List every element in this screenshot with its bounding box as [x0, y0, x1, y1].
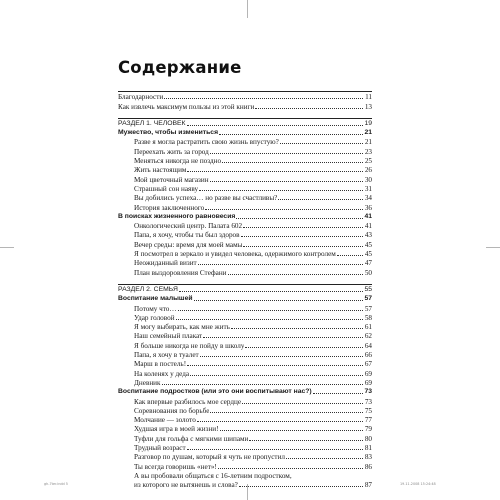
toc-entry-page: 26 — [364, 166, 372, 175]
dot-leader — [210, 181, 363, 182]
toc-entry-page: 73 — [364, 397, 372, 406]
toc-entry-page: 80 — [364, 434, 372, 443]
dot-leader — [187, 171, 363, 172]
toc-entry-page: 57 — [364, 295, 372, 303]
dot-leader — [178, 310, 363, 311]
dot-leader — [164, 98, 363, 99]
toc-entry-title: Благодарности — [118, 93, 164, 102]
toc-entry-title: Худшая игра в моей жизни! — [134, 425, 219, 434]
toc-entry-title: Удар головой — [134, 313, 175, 322]
toc-entry[interactable] — [118, 137, 372, 146]
toc-entry-page: 21 — [364, 138, 372, 147]
dot-leader — [220, 430, 363, 431]
toc-entry-title: История заключенного — [134, 203, 205, 212]
toc-entry-page: 30 — [364, 175, 372, 184]
toc-entry-title: Мой цветочный магазин — [134, 175, 209, 184]
toc-entry-page: 86 — [364, 462, 372, 471]
dot-leader — [313, 393, 363, 394]
toc-entry-title: Вы добились успеха… но разве вы счастливы? — [134, 194, 278, 203]
toc-entry[interactable] — [118, 350, 372, 359]
dot-leader — [222, 162, 363, 163]
toc-entry-page: 67 — [364, 360, 372, 369]
toc-entry-title: Папа, я хочу, чтобы ты был здоров — [134, 231, 240, 240]
toc-entry[interactable] — [118, 340, 372, 349]
toc-entry-page: 79 — [364, 425, 372, 434]
toc-entry-title: Воспитание подростков (или это они воспитывают нас?) — [118, 388, 312, 396]
table-of-contents — [118, 91, 372, 496]
dot-leader — [278, 199, 363, 200]
toc-entry-page: 45 — [364, 250, 372, 259]
toc-entry[interactable] — [118, 202, 372, 211]
toc-entry[interactable] — [118, 184, 372, 193]
toc-entry-title: Вечер среды: время для моей мамы — [134, 240, 243, 249]
toc-entry-title: Онкологический центр. Палата 602 — [134, 222, 243, 231]
toc-entry-title: Трудный возраст — [134, 443, 186, 452]
dot-leader — [242, 403, 363, 404]
dot-leader — [197, 421, 363, 422]
toc-chapter-heading[interactable] — [118, 387, 372, 396]
toc-entry-title: На коленях у деда — [134, 369, 190, 378]
dot-leader — [243, 227, 363, 228]
toc-entry-multiline-second[interactable] — [118, 480, 372, 489]
dot-leader — [203, 337, 363, 338]
toc-entry-page: 43 — [364, 231, 372, 240]
toc-entry-page: 31 — [364, 184, 372, 193]
toc-entry-title: Дневник — [134, 378, 161, 387]
dot-leader — [200, 356, 363, 357]
toc-entry-page: 75 — [364, 406, 372, 415]
toc-entry-title: Ты всегда говоришь «нет»! — [134, 462, 217, 471]
toc-entry-page: 45 — [364, 240, 372, 249]
dot-leader — [255, 108, 363, 109]
toc-entry-page: 21 — [364, 129, 372, 137]
page-title: Содержание — [118, 58, 242, 77]
dot-leader — [162, 384, 363, 385]
toc-entry[interactable] — [118, 396, 372, 405]
dot-leader — [218, 468, 363, 469]
toc-entry-title: Воспитание малышей — [118, 295, 193, 303]
toc-entry-title: Неожиданный визит — [134, 259, 197, 268]
toc-entry[interactable] — [118, 239, 372, 248]
dot-leader — [249, 440, 363, 441]
toc-entry[interactable] — [118, 92, 372, 101]
toc-entry-multiline-first[interactable] — [118, 471, 372, 480]
toc-entry[interactable] — [118, 331, 372, 340]
toc-entry-page: 69 — [364, 369, 372, 378]
toc-entry[interactable] — [118, 156, 372, 165]
toc-entry-title: А вы пробовали общаться с 16-летним подростком, — [134, 471, 292, 480]
toc-entry[interactable] — [118, 267, 372, 276]
dot-leader — [210, 412, 363, 413]
dot-leader — [187, 449, 363, 450]
toc-entry-title: РАЗДЕЛ 1. ЧЕЛОВЕК — [118, 119, 186, 127]
toc-entry-page: 83 — [364, 453, 372, 462]
toc-entry[interactable] — [118, 221, 372, 230]
dot-leader — [231, 328, 363, 329]
dot-leader — [190, 375, 363, 376]
toc-chapter-heading[interactable] — [118, 212, 372, 221]
toc-entry-page: 66 — [364, 351, 372, 360]
print-slug-right: 19.11.2008 15:24:48 — [400, 482, 436, 486]
toc-entry[interactable] — [118, 443, 372, 452]
toc-entry[interactable] — [118, 174, 372, 183]
toc-entry-page: 73 — [364, 388, 372, 396]
toc-entry-page: 34 — [364, 194, 372, 203]
toc-entry-title: Как впервые разбилось мое сердце — [134, 397, 242, 406]
dot-leader — [236, 218, 363, 219]
toc-entry[interactable] — [118, 433, 372, 442]
toc-entry[interactable] — [118, 303, 372, 312]
toc-entry-title: Папа, я хочу в туалет — [134, 351, 199, 360]
toc-entry-page: 64 — [364, 341, 372, 350]
toc-entry-page: 13 — [364, 102, 372, 111]
dot-leader — [239, 486, 363, 487]
toc-entry-title: Разговор по душам, который я чуть не пропустил — [134, 453, 286, 462]
toc-entry-page: 50 — [364, 268, 372, 277]
dot-leader — [194, 300, 363, 301]
dot-leader — [198, 264, 363, 265]
toc-entry-page: 11 — [365, 93, 372, 102]
toc-entry-title: Как извлечь максимум пользы из этой книги — [118, 102, 255, 111]
toc-entry-title: Жить настоящим — [134, 166, 187, 175]
toc-entry-page: 36 — [364, 203, 372, 212]
dot-leader — [228, 274, 363, 275]
toc-entry[interactable] — [118, 165, 372, 174]
toc-entry-title: Потому что… — [134, 304, 177, 313]
toc-entry-page: 61 — [364, 323, 372, 332]
dot-leader — [179, 291, 363, 292]
toc-entry-title: Соревнования по борьбе — [134, 406, 210, 415]
toc-entry-page: 19 — [364, 119, 372, 127]
toc-entry-title: Я посмотрел в зеркало и увидел человека, одержимого контролем — [134, 250, 336, 259]
toc-entry[interactable] — [118, 452, 372, 461]
toc-chapter-heading[interactable] — [118, 294, 372, 303]
crop-mark-top — [247, 0, 248, 18]
toc-group-front — [118, 91, 372, 111]
dot-leader — [337, 255, 363, 256]
dot-leader — [280, 143, 363, 144]
toc-group-section-2 — [118, 284, 372, 490]
toc-entry[interactable] — [118, 146, 372, 155]
toc-entry-page: 47 — [364, 259, 372, 268]
toc-entry-title: Наш семейный плакат — [134, 332, 203, 341]
dot-leader — [245, 347, 363, 348]
toc-entry[interactable] — [118, 368, 372, 377]
toc-entry[interactable] — [118, 313, 372, 322]
toc-entry-title: Переехать жить за город — [134, 147, 209, 156]
dot-leader — [243, 246, 363, 247]
toc-section-heading[interactable] — [118, 119, 372, 128]
toc-entry-title: Меняться никогда не поздно — [134, 157, 222, 166]
toc-entry-page: 58 — [364, 313, 372, 322]
toc-entry[interactable] — [118, 193, 372, 202]
toc-group-section-1 — [118, 118, 372, 277]
toc-entry-page: 81 — [364, 443, 372, 452]
dot-leader — [187, 365, 363, 366]
toc-entry-title: Марш в постель! — [134, 360, 187, 369]
toc-entry-page: 62 — [364, 332, 372, 341]
toc-entry-title: Молчание — золото — [134, 416, 196, 425]
toc-entry-page: 57 — [364, 304, 372, 313]
print-slug-left: gh-7ter.indd 5 — [44, 482, 68, 486]
toc-entry-title: из которого не вытянешь и слова? — [134, 481, 238, 490]
toc-entry-title: Разве я могла растратить свою жизнь впустую? — [134, 138, 279, 147]
crop-mark-right — [486, 247, 500, 248]
dot-leader — [205, 209, 363, 210]
toc-entry-page: 23 — [364, 147, 372, 156]
toc-entry[interactable] — [118, 359, 372, 368]
toc-section-heading[interactable] — [118, 285, 372, 294]
toc-entry-title: Я больше никогда не пойду в школу — [134, 341, 245, 350]
dot-leader — [241, 236, 363, 237]
toc-entry[interactable] — [118, 249, 372, 258]
toc-entry-page: 41 — [364, 212, 372, 220]
toc-entry[interactable] — [118, 461, 372, 470]
dot-leader — [187, 125, 363, 126]
toc-entry[interactable] — [118, 230, 372, 239]
toc-entry-title: Мужество, чтобы измениться — [118, 129, 219, 137]
dot-leader — [219, 134, 363, 135]
toc-entry-title: Туфли для гольфа с мягкими шипами — [134, 434, 249, 443]
toc-chapter-heading[interactable] — [118, 128, 372, 137]
toc-entry-page: 55 — [364, 285, 372, 293]
toc-entry[interactable] — [118, 424, 372, 433]
toc-entry[interactable] — [118, 378, 372, 387]
dot-leader — [210, 153, 363, 154]
dot-leader — [286, 458, 363, 459]
toc-entry-page: 41 — [364, 222, 372, 231]
toc-entry[interactable] — [118, 101, 372, 110]
toc-entry-page: 87 — [364, 481, 372, 490]
toc-entry[interactable] — [118, 415, 372, 424]
crop-mark-left — [0, 247, 14, 248]
toc-entry-title: Страшный сон наяву — [134, 184, 199, 193]
toc-entry[interactable] — [118, 406, 372, 415]
toc-entry-page: 25 — [364, 157, 372, 166]
toc-entry[interactable] — [118, 258, 372, 267]
toc-entry-page: 77 — [364, 416, 372, 425]
toc-entry-title: План выздоровления Стефани — [134, 268, 227, 277]
toc-entry-title: РАЗДЕЛ 2. СЕМЬЯ — [118, 285, 178, 293]
toc-entry-title: Я могу выбирать, как мне жить — [134, 323, 230, 332]
dot-leader — [199, 190, 363, 191]
toc-entry[interactable] — [118, 322, 372, 331]
toc-entry-page: 69 — [364, 378, 372, 387]
dot-leader — [176, 319, 363, 320]
toc-entry-title: В поисках жизненного равновесия — [118, 212, 236, 220]
